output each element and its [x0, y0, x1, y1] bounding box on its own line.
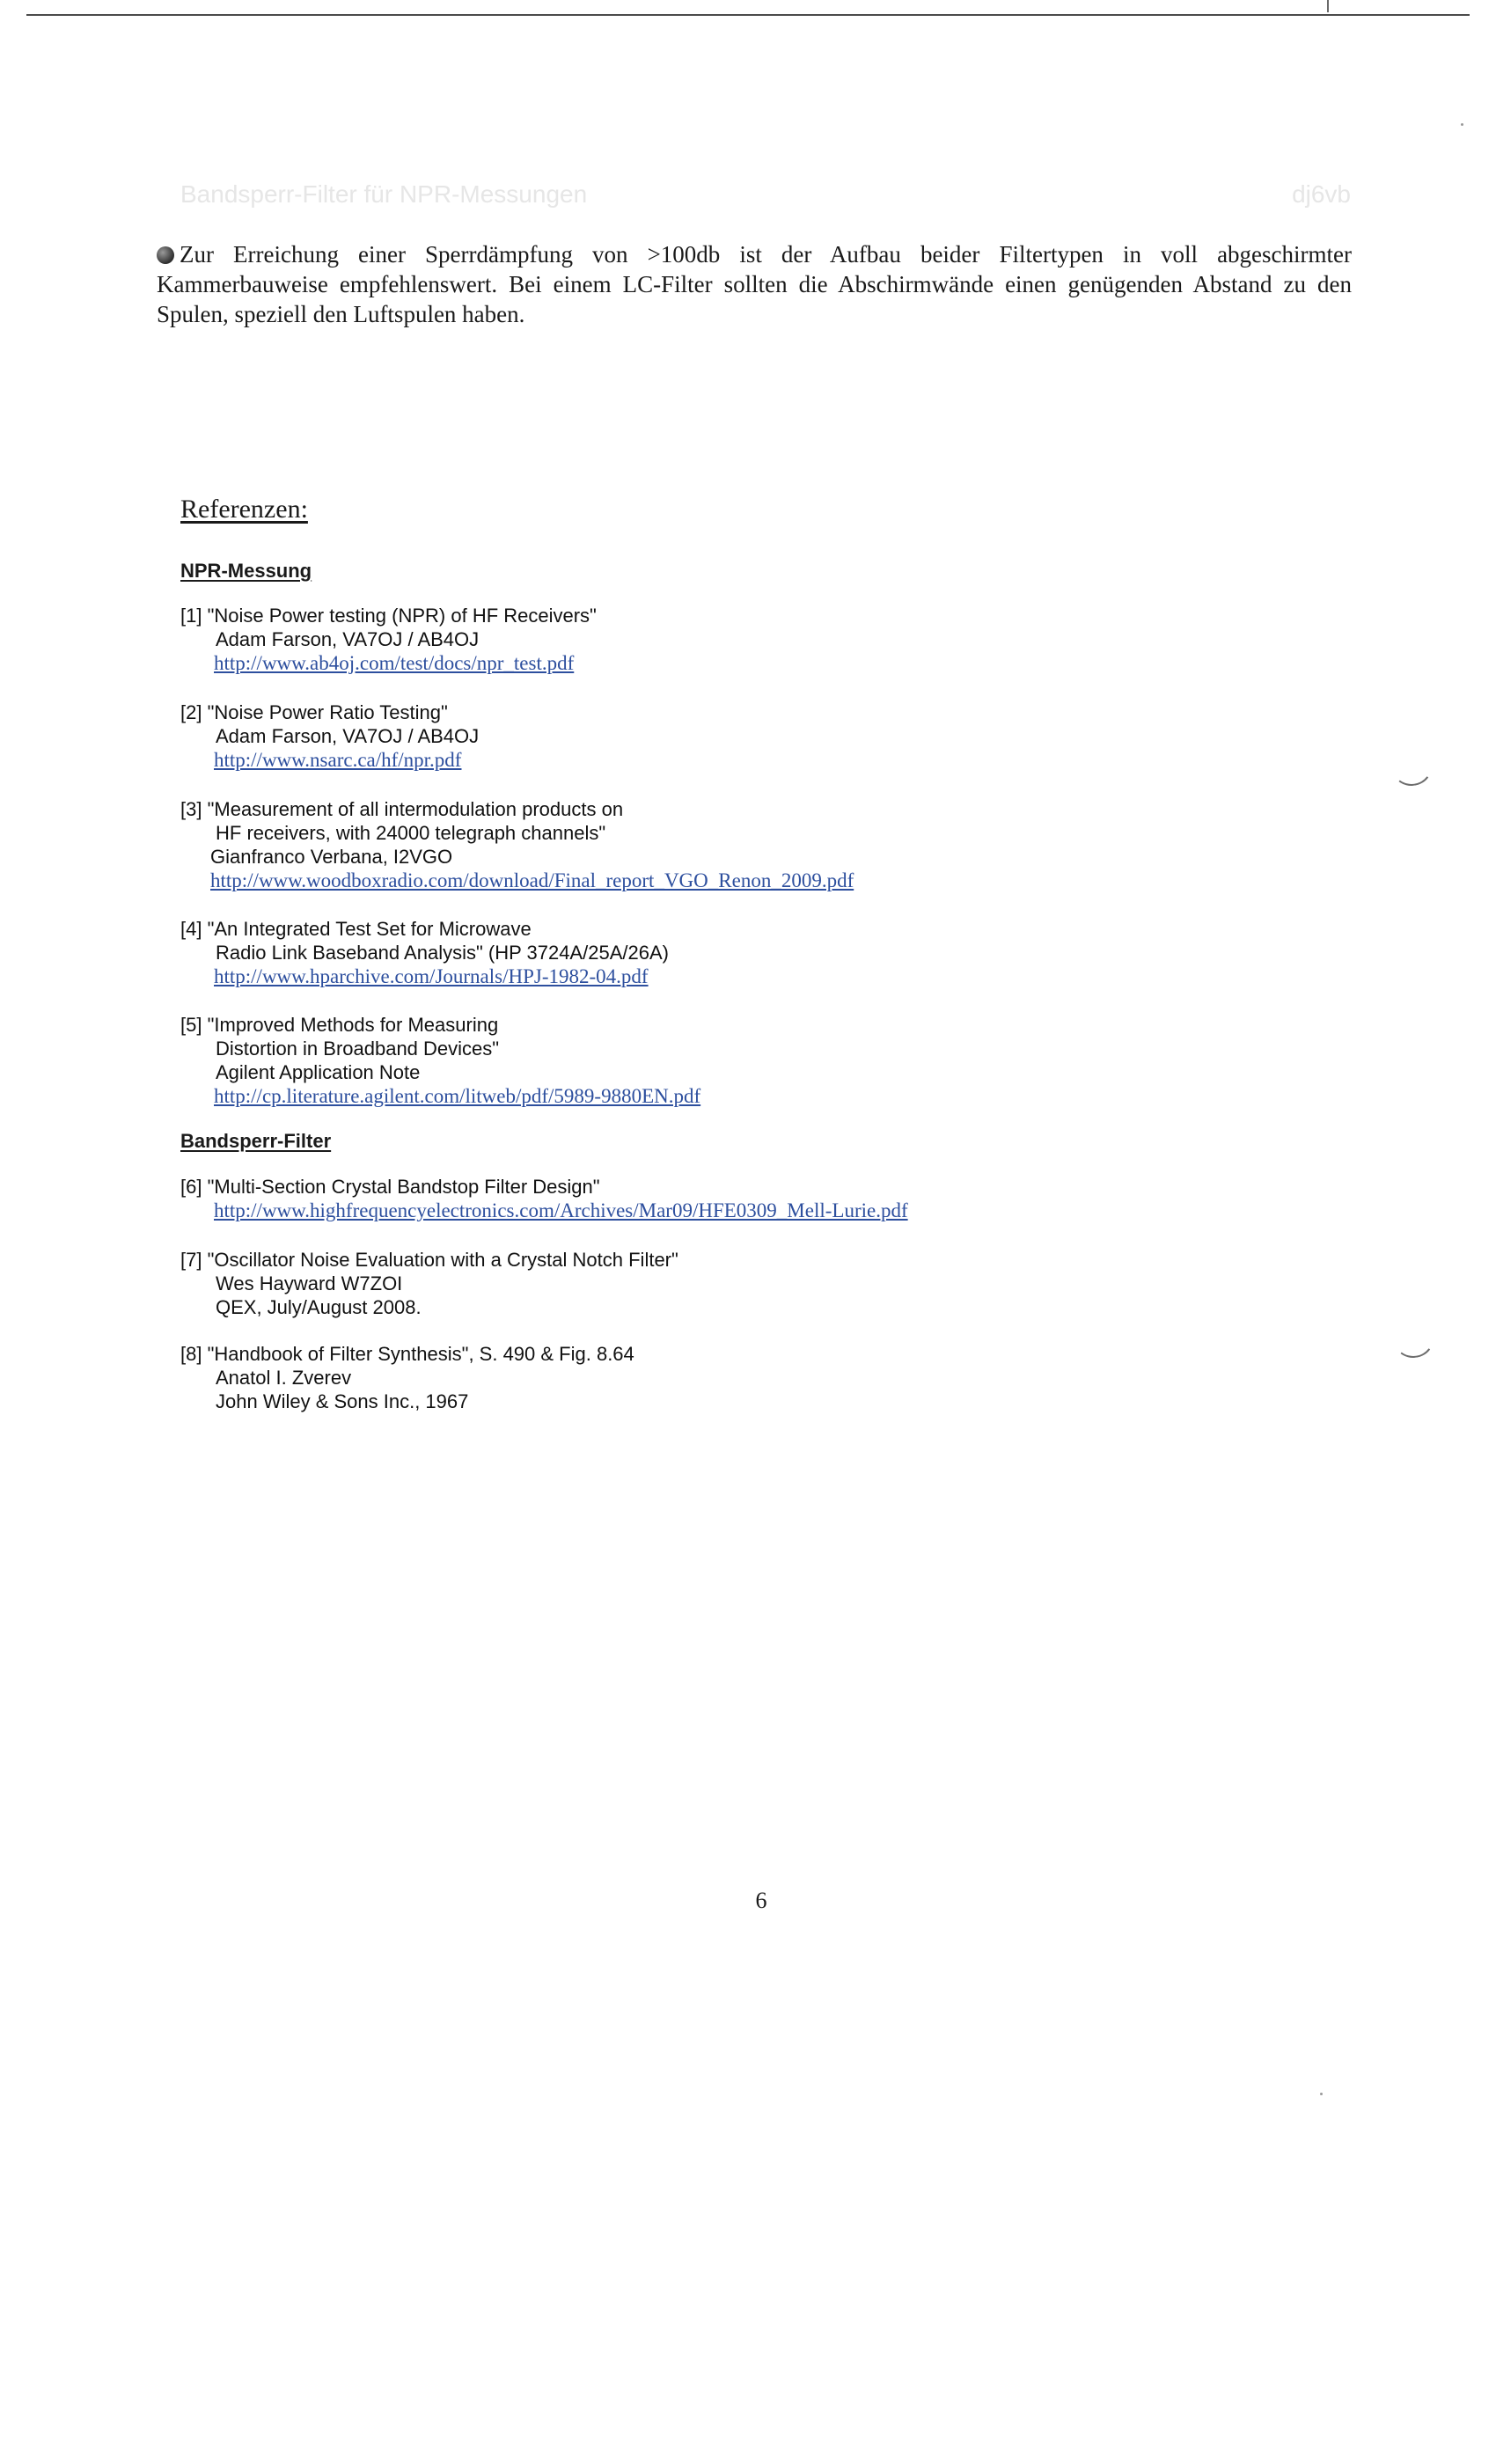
top-rule	[26, 14, 1470, 16]
ref-link[interactable]: http://cp.literature.agilent.com/litweb/pdf/5989-9880EN.pdf	[214, 1085, 701, 1107]
ref-title: [6] "Multi-Section Crystal Bandstop Filter Design"	[180, 1176, 600, 1198]
ref-title: [3] "Measurement of all intermodulation products on	[180, 798, 624, 820]
reference-2	[180, 700, 479, 772]
ref-title-cont: Distortion in Broadband Devices"	[216, 1038, 500, 1060]
scan-speck	[1461, 123, 1463, 126]
ref-publisher: Agilent Application Note	[216, 1061, 421, 1083]
reference-5	[180, 1013, 700, 1108]
intro-paragraph	[157, 239, 1352, 329]
scan-speck	[1320, 2093, 1323, 2095]
reference-4	[180, 917, 669, 988]
ref-link[interactable]: http://www.hparchive.com/Journals/HPJ-1982-04.pdf	[214, 965, 649, 987]
ref-author: Adam Farson, VA7OJ / AB4OJ	[216, 628, 480, 650]
header-author: dj6vb	[1292, 180, 1351, 208]
page-number: 6	[755, 1888, 767, 1913]
ref-link[interactable]: http://www.nsarc.ca/hf/npr.pdf	[214, 749, 462, 771]
intro-text: Zur Erreichung einer Sperrdämpfung von >100db ist der Aufbau beider Filtertypen in voll abgeschirmter Kammerbauweise empfehlenswert. Bei einem LC-Filter sollten die Abschirmwände einen genügenden Abstand zu den Spulen, speziell den Luftspulen haben.	[157, 241, 1352, 327]
punch-hole-mark	[1388, 741, 1435, 788]
ref-publication: QEX, July/August 2008.	[216, 1296, 422, 1318]
ref-publisher: John Wiley & Sons Inc., 1967	[216, 1390, 469, 1412]
ref-author: Wes Hayward W7ZOI	[216, 1272, 403, 1294]
ref-title: [4] "An Integrated Test Set for Microwave	[180, 918, 532, 940]
ref-link[interactable]: http://www.highfrequencyelectronics.com/Archives/Mar09/HFE0309_Mell-Lurie.pdf	[214, 1199, 908, 1221]
reference-1	[180, 604, 597, 675]
header-title: Bandsperr-Filter für NPR-Messungen	[180, 180, 588, 208]
top-tick-mark	[1327, 0, 1329, 12]
ref-title: [8] "Handbook of Filter Synthesis", S. 490 & Fig. 8.64	[180, 1343, 634, 1365]
bullet-icon	[157, 246, 174, 264]
ref-title: [1] "Noise Power testing (NPR) of HF Receivers"	[180, 605, 597, 627]
ref-title: [2] "Noise Power Ratio Testing"	[180, 701, 448, 723]
reference-3	[180, 797, 854, 892]
ref-title-cont: Radio Link Baseband Analysis" (HP 3724A/25A/26A)	[216, 942, 669, 964]
ref-title: [5] "Improved Methods for Measuring	[180, 1014, 499, 1036]
reference-7	[180, 1248, 678, 1319]
ref-author: Gianfranco Verbana, I2VGO	[210, 846, 453, 868]
references-heading: Referenzen:	[180, 495, 308, 524]
reference-8	[180, 1342, 634, 1413]
reference-6	[180, 1175, 908, 1222]
show-through-header	[180, 180, 1351, 209]
section-heading-bandstop: Bandsperr-Filter	[180, 1130, 332, 1152]
ref-link[interactable]: http://www.woodboxradio.com/download/Final_report_VGO_Renon_2009.pdf	[210, 869, 854, 891]
ref-author: Anatol I. Zverev	[216, 1367, 352, 1389]
ref-author: Adam Farson, VA7OJ / AB4OJ	[216, 725, 480, 747]
punch-hole-mark	[1390, 1313, 1437, 1360]
ref-title-cont: HF receivers, with 24000 telegraph channels"	[216, 822, 606, 844]
ref-title: [7] "Oscillator Noise Evaluation with a Crystal Notch Filter"	[180, 1249, 678, 1271]
ref-link[interactable]: http://www.ab4oj.com/test/docs/npr_test.pdf	[214, 652, 575, 674]
section-heading-npr: NPR-Messung	[180, 560, 312, 582]
